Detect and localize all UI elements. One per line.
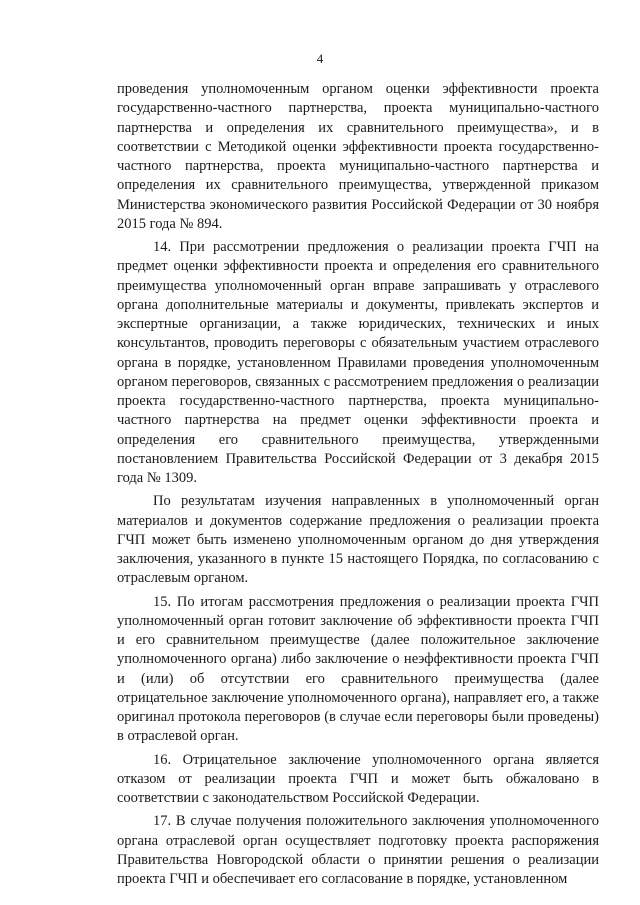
document-body xyxy=(117,80,599,889)
paragraph-item-17: 17. В случае получения положительного заключения уполномоченного органа отраслевой орган осуществляет подготовку проекта распоряжения Правительства Новгородской области о принятии решения о реализации проекта ГЧП и обеспечивает его согласование в порядке, установленном xyxy=(117,813,599,887)
paragraph-item-14: 14. При рассмотрении предложения о реализации проекта ГЧП на предмет оценки эффективности проекта и определения его сравнительного преимущества уполномоченный орган вправе запрашивать у отраслевого органа дополнительные материалы и документы, привлекать экспертов и экспертные организации, а также юридических, технических и иных консультантов, проводить переговоры с обязательным участием отраслевого органа в порядке, установленном Правилами проведения уполномоченным органом переговоров, связанных с рассмотрением предложения о реализации проекта государственно-частного партнерства, проекта муниципально-частного партнерства на предмет оценки эффективности проекта и определения его сравнительного преимущества, утвержденными постановлением Правительства Российской Федерации от 3 декабря 2015 года № 1309. xyxy=(117,239,599,486)
paragraph-item-16: 16. Отрицательное заключение уполномоченного органа является отказом от реализации проекта ГЧП и может быть обжаловано в соответствии с законодательством Российской Федерации. xyxy=(117,751,599,806)
paragraph-item-14-results: По результатам изучения направленных в уполномоченный орган материалов и документов содержание предложения о реализации проекта ГЧП может быть изменено уполномоченным органом до дня утверждения заключения, указанного в пункте 15 настоящего Порядка, по согласованию с отраслевым органом. xyxy=(117,493,599,587)
paragraph-continuation: проведения уполномоченным органом оценки эффективности проекта государственно-частного партнерства, проекта муниципально-частного партнерства и определения их сравнительного преимущества», и в соответствии с Методикой оценки эффективности проекта государственно-частного партнерства, проекта муниципально-частного партнерства и определения их сравнительного преимущества, утвержденной приказом Министерства экономического развития Российской Федерации от 30 ноября 2015 года № 894. xyxy=(117,81,599,232)
page-number: 4 xyxy=(316,51,324,66)
paragraph-item-15: 15. По итогам рассмотрения предложения о реализации проекта ГЧП уполномоченный орган готовит заключение об эффективности проекта ГЧП и его сравнительном преимуществе (далее положительное заключение уполномоченного органа) либо заключение о неэффективности проекта ГЧП и (или) об отсутствии его сравнительного преимущества (далее отрицательное заключение уполномоченного органа), направляет его, а также оригинал протокола переговоров (в случае если переговоры были проведены) в отраслевой орган. xyxy=(117,593,599,745)
